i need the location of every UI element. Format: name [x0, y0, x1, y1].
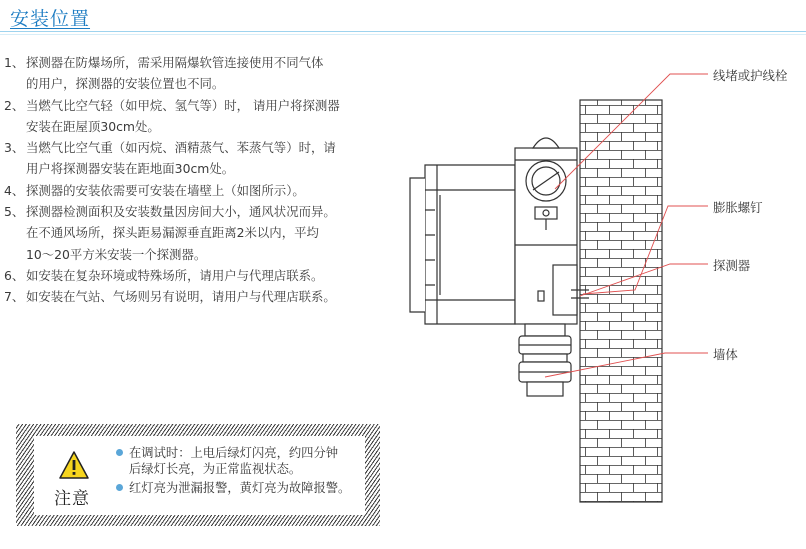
notice-item: [116, 446, 338, 462]
step-item: [0, 265, 402, 286]
notice-label: 注意: [54, 489, 90, 509]
section-header: [0, 0, 806, 34]
step-text-cont: 的用户，探测器的安装位置也不同。: [26, 76, 225, 92]
label-detector: 探测器: [713, 258, 751, 273]
step-number: 4、: [4, 182, 25, 198]
step-text-cont: 10～20平方米安装一个探测器。: [26, 246, 207, 262]
step-text: 探测器的安装依需要可安装在墙壁上（如图所示）。: [26, 182, 305, 198]
warning-icon: [58, 450, 90, 480]
header-divider: [0, 31, 806, 32]
label-expansion-screw: 膨胀螺钉: [713, 200, 763, 215]
notice-item-cont: [129, 462, 301, 478]
step-number: 2、: [4, 97, 25, 113]
step-text: 如安装在复杂环境或特殊场所，请用户与代理店联系。: [26, 267, 324, 283]
step-text-cont: 安装在距屋顶30cm处。: [26, 118, 160, 134]
bullet-icon: [116, 449, 123, 456]
step-item: [0, 52, 402, 95]
step-text: 如安装在气站、气场则另有说明，请用户与代理店联系。: [26, 289, 336, 305]
step-text-cont: 用户将探测器安装在距地面30cm处。: [26, 161, 235, 177]
step-number: 3、: [4, 140, 25, 156]
detector-body: [410, 138, 589, 396]
notice-box: [16, 424, 380, 526]
section-title: 安装位置: [10, 8, 91, 30]
step-number: 1、: [4, 55, 25, 70]
step-text: 探测器检测面积及安装数量因房间大小，通风状况而异。: [26, 204, 336, 220]
bullet-icon: [116, 484, 123, 491]
step-item: [0, 180, 402, 201]
label-wall: 墙体: [713, 347, 738, 362]
step-text-cont: 在不通风场所，探头距易漏源垂直距离2米以内，平均: [26, 225, 319, 241]
label-cable-plug: 线堵或护线栓: [713, 68, 788, 83]
step-item: [0, 286, 402, 307]
installation-steps: [0, 52, 402, 308]
notice-content: [34, 436, 365, 515]
step-item: [0, 137, 402, 180]
wall: [580, 100, 662, 502]
installation-diagram: [405, 60, 806, 530]
header-divider-light: [0, 34, 806, 35]
notice-text: 后绿灯长亮，为正常监视状态。: [129, 462, 302, 476]
notice-item: [116, 481, 350, 497]
notice-text: 在调试时：上电后绿灯闪亮，约四分钟: [129, 446, 339, 460]
step-text: 当燃气比空气轻（如甲烷、氢气等）时， 请用户将探测器: [26, 97, 340, 113]
step-item: [0, 95, 402, 138]
step-text: 当燃气比空气重（如丙烷、酒精蒸气、苯蒸气等）时，请: [26, 140, 336, 156]
step-number: 5、: [4, 204, 25, 220]
installation-diagram-svg: [405, 60, 806, 530]
step-number: 6、: [4, 267, 25, 283]
notice-text: 红灯亮为泄漏报警，黄灯亮为故障报警。: [129, 481, 351, 495]
step-item: [0, 201, 402, 265]
step-number: 7、: [4, 289, 25, 305]
step-text: 探测器在防爆场所，需采用隔爆软管连接使用不同气体: [26, 55, 324, 70]
